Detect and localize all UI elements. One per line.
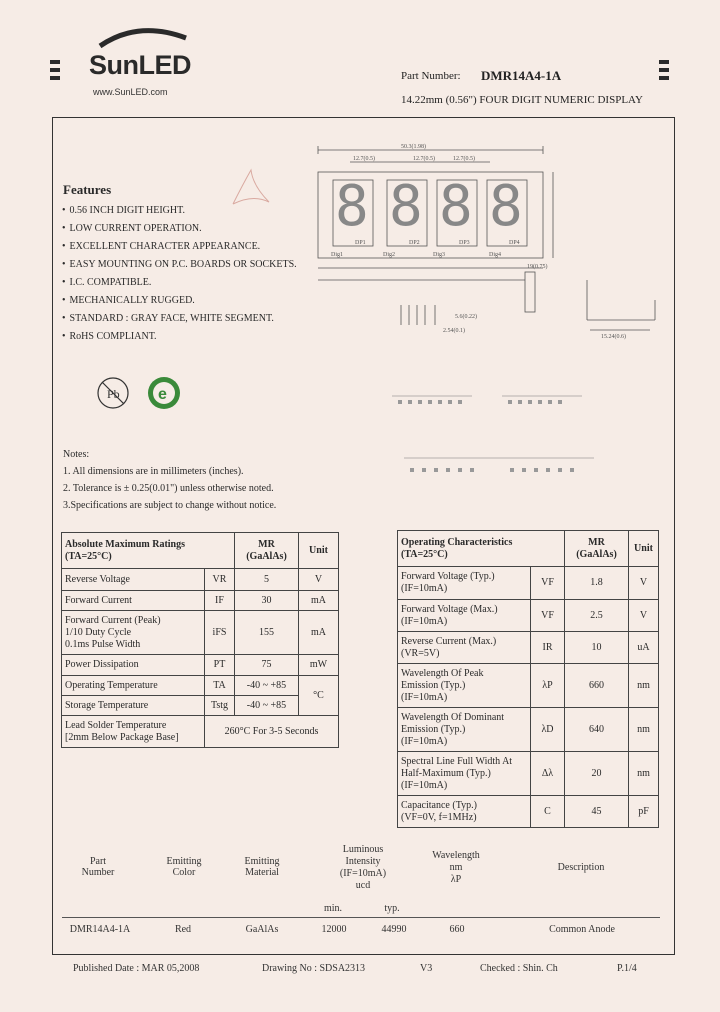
- logo-text: SunLED: [89, 50, 191, 80]
- circuit-diagram: [384, 368, 604, 498]
- dim-pitch: 12.7(0.5): [353, 156, 375, 162]
- part-number: DMR14A4-1A: [481, 68, 562, 83]
- note-item: 1. All dimensions are in millimeters (inches).: [63, 466, 244, 477]
- digit-label: Dig4: [489, 252, 501, 258]
- note-item: 3.Specifications are subject to change without notice.: [63, 500, 277, 511]
- margin-mark: [50, 60, 60, 64]
- table-row: Forward Current (Peak) 1/10 Duty Cycle 0.1ms Pulse Width iFS 155 mA: [62, 611, 339, 655]
- pt-cell-min: 12000: [321, 924, 347, 935]
- digit-outline: 8: [489, 174, 523, 239]
- digit-outline: 8: [335, 174, 369, 239]
- table-row: Reverse Voltage VR 5 V: [62, 569, 339, 591]
- feature-item: • LOW CURRENT OPERATION.: [62, 220, 297, 238]
- pt-cell-color: Red: [174, 924, 192, 935]
- pt-cell-part: DMR14A4-1A: [69, 924, 131, 935]
- pt-min-label: min.: [323, 903, 343, 914]
- dim-side-width: 15.24(0.6): [601, 334, 626, 340]
- dp-label: DP4: [509, 240, 520, 246]
- dim-height: 19(0.75): [527, 264, 548, 270]
- table-row: Forward Voltage (Max.) (IF=10mA) VF 2.5 V: [398, 600, 659, 632]
- margin-mark: [659, 60, 669, 64]
- footer-drawing: Drawing No : SDSA2313: [262, 963, 366, 974]
- feature-item: • RoHS COMPLIANT.: [62, 328, 297, 346]
- logo-url[interactable]: www.SunLED.com: [93, 87, 168, 97]
- margin-mark: [659, 76, 669, 80]
- absolute-max-ratings-table: [61, 532, 339, 748]
- dp-label: DP2: [409, 240, 420, 246]
- feature-item: • EASY MOUNTING ON P.C. BOARDS OR SOCKETS.: [62, 256, 297, 274]
- logo-swoosh-icon: [98, 24, 188, 50]
- table-row: Capacitance (Typ.) (VF=0V, f=1MHz) C 45 pF: [398, 796, 659, 828]
- pt-cell-description: Common Anode: [549, 924, 615, 935]
- features-title: Features: [63, 182, 112, 197]
- table-row: Forward Voltage (Typ.) (IF=10mA) VF 1.8 V: [398, 567, 659, 600]
- divider: [62, 917, 660, 918]
- dim-pin-pitch: 2.54(0.1): [443, 328, 465, 334]
- pt-cell-wavelength: 660: [449, 924, 465, 935]
- pt-header-color: Emitting Color: [166, 856, 202, 878]
- package-drawing: [315, 140, 660, 340]
- pt-header-luminous: Luminous Intensity (IF=10mA) ucd: [339, 844, 387, 891]
- pt-header-part: Part Number: [81, 856, 115, 878]
- feature-item: • 0.56 INCH DIGIT HEIGHT.: [62, 202, 297, 220]
- digit-label: Dig2: [383, 252, 395, 258]
- rohs-eco-icon: [146, 375, 182, 411]
- digit-outline: 8: [389, 174, 423, 239]
- eco-label: e: [158, 386, 167, 403]
- dim-pin-length: 5.6(0.22): [455, 314, 477, 320]
- margin-mark: [50, 68, 60, 72]
- features-list: [62, 202, 297, 346]
- dim-pitch: 12.7(0.5): [413, 156, 435, 162]
- dim-overall-width: 50.3(1.98): [401, 144, 426, 150]
- pt-header-material: Emitting Material: [244, 856, 280, 878]
- dp-label: DP3: [459, 240, 470, 246]
- pt-cell-typ: 44990: [381, 924, 407, 935]
- margin-mark: [50, 76, 60, 80]
- dp-label: DP1: [355, 240, 366, 246]
- footer-page: P.1/4: [617, 963, 637, 974]
- table-row: Operating Temperature TA -40 ~ +85 °C: [62, 676, 339, 696]
- table-row: Reverse Current (Max.) (VR=5V) IR 10 uA: [398, 632, 659, 664]
- digit-label: Dig3: [433, 252, 445, 258]
- op-col-mr: MR (GaAlAs): [565, 531, 629, 567]
- notes-title: Notes:: [63, 449, 90, 460]
- pb-free-icon: [96, 376, 130, 410]
- dim-pitch: 12.7(0.5): [453, 156, 475, 162]
- part-description: 14.22mm (0.56") FOUR DIGIT NUMERIC DISPLAY: [401, 94, 643, 106]
- table-row: Wavelength Of Dominant Emission (Typ.) (IF=10mA) λD 640 nm: [398, 708, 659, 752]
- op-col-unit: Unit: [629, 531, 659, 567]
- pb-label: Pb: [107, 387, 120, 401]
- feature-item: • MECHANICALLY RUGGED.: [62, 292, 297, 310]
- digit-label: Dig1: [331, 252, 343, 258]
- pt-header-wavelength: Wavelength nm λP: [432, 850, 480, 885]
- digit-outline: 8: [439, 174, 473, 239]
- feature-item: • STANDARD : GRAY FACE, WHITE SEGMENT.: [62, 310, 297, 328]
- table-row: Forward Current IF 30 mA: [62, 591, 339, 611]
- margin-mark: [659, 68, 669, 72]
- abs-table-title: Absolute Maximum Ratings (TA=25°C): [62, 533, 235, 569]
- op-table-title: Operating Characteristics (TA=25°C): [398, 531, 565, 567]
- pt-cell-material: GaAlAs: [245, 924, 279, 935]
- table-row: Wavelength Of Peak Emission (Typ.) (IF=10mA) λP 660 nm: [398, 664, 659, 708]
- abs-col-unit: Unit: [299, 533, 339, 569]
- table-row: Storage Temperature Tstg -40 ~ +85: [62, 696, 339, 716]
- pt-header-description: Description: [557, 862, 605, 873]
- pt-typ-label: typ.: [384, 903, 400, 914]
- note-item: 2. Tolerance is ± 0.25(0.01") unless otherwise noted.: [63, 483, 274, 494]
- feature-item: • EXCELLENT CHARACTER APPEARANCE.: [62, 238, 297, 256]
- part-number-label: Part Number:: [401, 70, 461, 82]
- footer-published: Published Date : MAR 05,2008: [73, 963, 200, 974]
- table-row: Spectral Line Full Width At Half-Maximum (Typ.) (IF=10mA) Δλ 20 nm: [398, 752, 659, 796]
- footer-checked: Checked : Shin. Ch: [480, 963, 558, 974]
- operating-characteristics-table: [397, 530, 659, 828]
- watermark-icon: [229, 166, 273, 208]
- footer-version: V3: [420, 963, 433, 974]
- feature-item: • I.C. COMPATIBLE.: [62, 274, 297, 292]
- abs-col-mr: MR (GaAlAs): [235, 533, 299, 569]
- table-row: Lead Solder Temperature [2mm Below Package Base] 260°C For 3-5 Seconds: [62, 716, 339, 748]
- table-row: Power Dissipation PT 75 mW: [62, 655, 339, 676]
- notes: [63, 446, 276, 514]
